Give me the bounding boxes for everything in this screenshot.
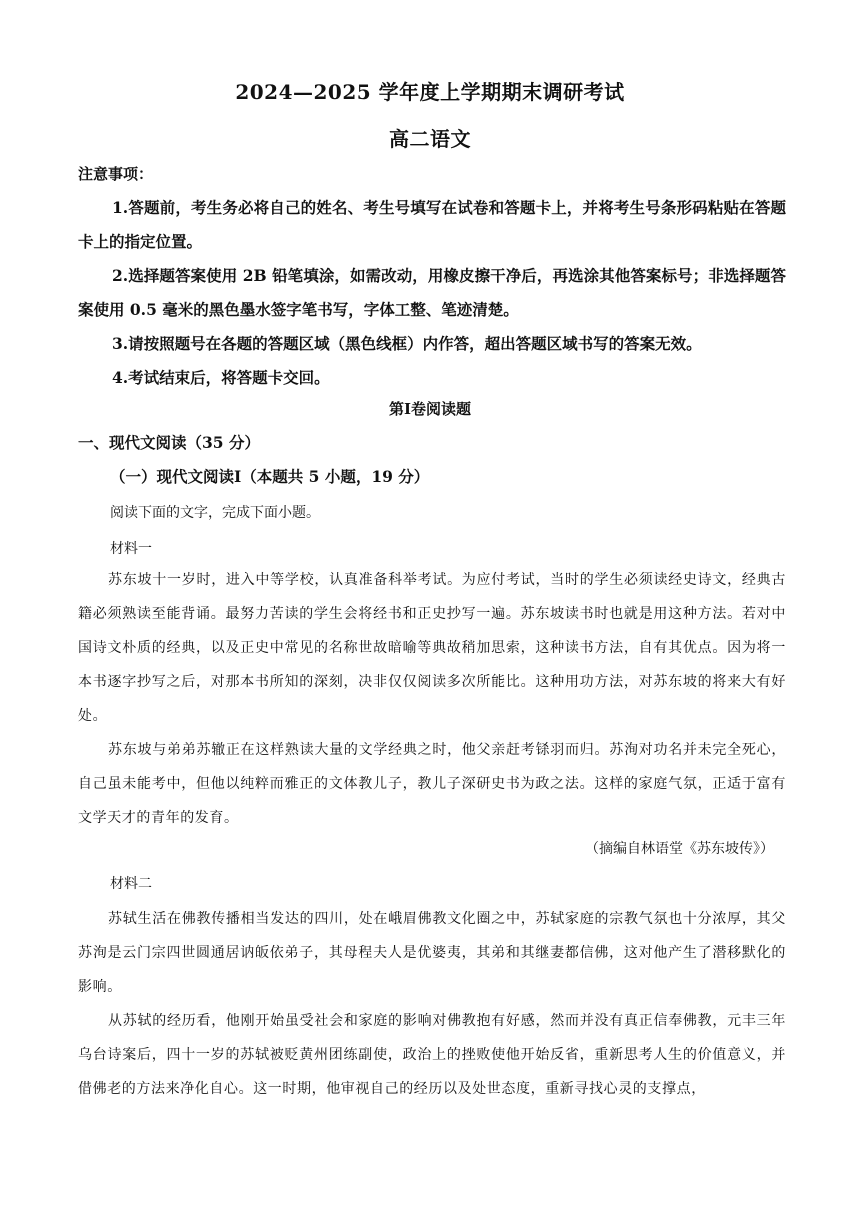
material-2-paragraph-1: 苏轼生活在佛教传播相当发达的四川，处在峨眉佛教文化圈之中，苏轼家庭的宗教气氛也十分浓厚，其父苏洵是云门宗四世圆通居讷皈依弟子，其母程夫人是优婆夷，其弟和其继妻都信佛，这对他产生了潜移默化的影响。: [78, 911, 786, 995]
notice-item-1: 1.答题前，考生务必将自己的姓名、考生号填写在试卷和答题卡上，并将考生号条形码粘贴在答题卡上的指定位置。: [78, 198, 786, 251]
subject-title: 高二语文: [389, 127, 471, 151]
section-heading: 一、现代文阅读（35 分）: [78, 433, 260, 452]
material-1-label: 材料一: [110, 541, 152, 557]
exam-title: 2024—2025 学年度上学期期末调研考试: [235, 80, 625, 104]
material-1-paragraph-2: 苏东坡与弟弟苏辙正在这样熟读大量的文学经典之时，他父亲赶考铩羽而归。苏洵对功名并未完全死心，自己虽未能考中，但他以纯粹而雅正的文体教儿子，教儿子深研史书为政之法。这样的家庭气氛，正适于富有文学天才的青年的发育。: [78, 742, 786, 826]
material-1-source: （摘编自林语堂《苏东坡传》）: [585, 841, 774, 857]
notice-heading: 注意事项：: [78, 165, 154, 183]
notice-item-3: 3.请按照题号在各题的答题区域（黑色线框）内作答，超出答题区域书写的答案无效。: [112, 334, 702, 353]
material-1-paragraph-1: 苏东坡十一岁时，进入中等学校，认真准备科举考试。为应付考试，当时的学生必须读经史诗文，经典古籍必须熟读至能背诵。最努力苦读的学生会将经书和正史抄写一遍。苏东坡读书时也就是用这种方法。若对中国诗文朴质的经典，以及正史中常见的名称世故暗喻等典故稍加思索，这种读书方法，自有其优点。因为将一本书逐字抄写之后，对那本书所知的深刻，决非仅仅阅读多次所能比。这种用功方法，对苏东坡的将来大有好处。: [78, 572, 786, 724]
reading-instruction: 阅读下面的文字，完成下面小题。: [110, 505, 320, 521]
material-2-label: 材料二: [110, 876, 152, 892]
volume-heading: 第Ⅰ卷阅读题: [388, 400, 472, 418]
material-2-paragraph-2: 从苏轼的经历看，他刚开始虽受社会和家庭的影响对佛教抱有好感，然而并没有真正信奉佛教，元丰三年乌台诗案后，四十一岁的苏轼被贬黄州团练副使，政治上的挫败使他开始反省，重新思考人生的价值意义，并借佛老的方法来净化自心。这一时期，他审视自己的经历以及处世态度，重新寻找心灵的支撑点，: [78, 1013, 786, 1097]
subsection-heading: （一）现代文阅读Ⅰ（本题共 5 小题，19 分）: [110, 467, 430, 486]
notice-item-2: 2.选择题答案使用 2B 铅笔填涂，如需改动，用橡皮擦干净后，再选涂其他答案标号；非选择题答案使用 0.5 毫米的黑色墨水签字笔书写，字体工整、笔迹清楚。: [78, 266, 786, 319]
notice-item-4: 4.考试结束后，将答题卡交回。: [112, 368, 330, 387]
